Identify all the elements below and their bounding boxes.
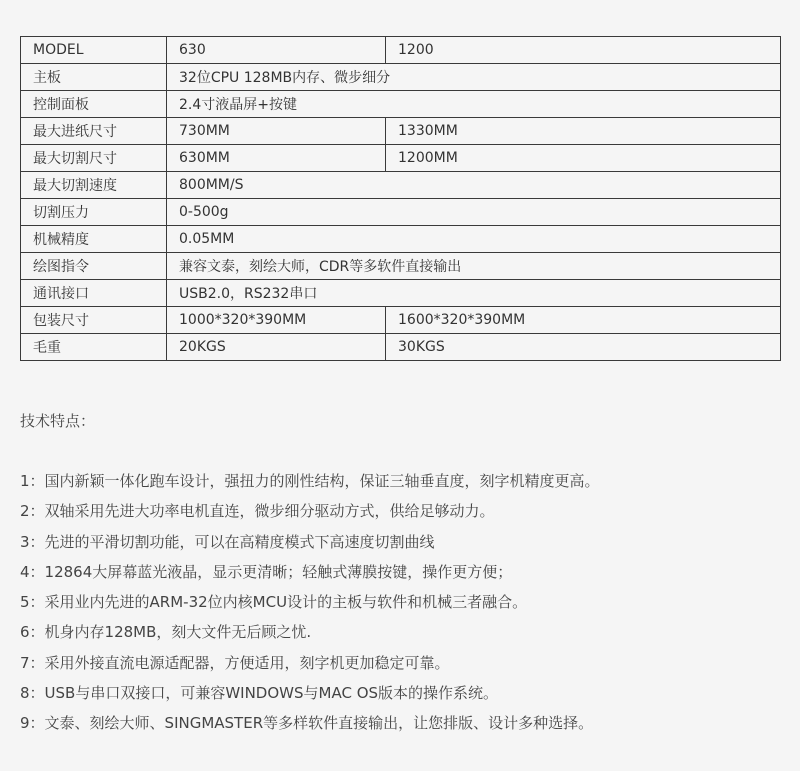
spec-value-cell: 兼容文泰，刻绘大师，CDR等多软件直接输出 <box>167 253 781 280</box>
table-row <box>21 172 781 199</box>
spec-value-630-cell: 20KGS <box>167 334 386 361</box>
spec-value-1200-cell: 1330MM <box>386 118 781 145</box>
spec-label-cell: 机械精度 <box>21 226 167 253</box>
spec-value-1200-cell: 30KGS <box>386 334 781 361</box>
table-row <box>21 91 781 118</box>
spec-value-1200-cell: 1200MM <box>386 145 781 172</box>
spec-value-630-cell: 630MM <box>167 145 386 172</box>
feature-item: 9：文泰、刻绘大师、SINGMASTER等多样软件直接输出，让您排版、设计多种选择。 <box>20 714 594 733</box>
table-row <box>21 253 781 280</box>
feature-item: 2：双轴采用先进大功率电机直连，微步细分驱动方式，供给足够动力。 <box>20 502 495 521</box>
spec-value-cell: 0.05MM <box>167 226 781 253</box>
table-row <box>21 145 781 172</box>
spec-value-cell: 32位CPU 128MB内存、微步细分 <box>167 64 781 91</box>
spec-value-cell: USB2.0，RS232串口 <box>167 280 781 307</box>
table-row <box>21 334 781 361</box>
spec-value-cell: 800MM/S <box>167 172 781 199</box>
table-row <box>21 280 781 307</box>
table-row <box>21 37 781 64</box>
spec-label-cell: MODEL <box>21 37 167 64</box>
spec-label-cell: 最大切割尺寸 <box>21 145 167 172</box>
features-list <box>20 466 600 739</box>
feature-item: 3：先进的平滑切割功能，可以在高精度模式下高速度切割曲线 <box>20 532 435 551</box>
table-row <box>21 307 781 334</box>
spec-table <box>20 36 781 361</box>
spec-label-cell: 通讯接口 <box>21 280 167 307</box>
spec-label-cell: 主板 <box>21 64 167 91</box>
spec-value-cell: 2.4寸液晶屏+按键 <box>167 91 781 118</box>
feature-item: 6：机身内存128MB，刻大文件无后顾之忧. <box>20 623 312 642</box>
table-row <box>21 64 781 91</box>
spec-value-630-cell: 1000*320*390MM <box>167 307 386 334</box>
spec-label-cell: 切割压力 <box>21 199 167 226</box>
spec-value-1200-cell: 1600*320*390MM <box>386 307 781 334</box>
spec-label-cell: 绘图指令 <box>21 253 167 280</box>
spec-label-cell: 最大进纸尺寸 <box>21 118 167 145</box>
feature-item: 7：采用外接直流电源适配器，方便适用，刻字机更加稳定可靠。 <box>20 653 450 672</box>
feature-item: 4：12864大屏幕蓝光液晶，显示更清晰；轻触式薄膜按键，操作更方便； <box>20 562 513 581</box>
feature-item: 5：采用业内先进的ARM-32位内核MCU设计的主板与软件和机械三者融合。 <box>20 593 528 612</box>
table-row <box>21 226 781 253</box>
feature-item: 1：国内新颖一体化跑车设计，强扭力的刚性结构，保证三轴垂直度，刻字机精度更高。 <box>20 472 600 490</box>
spec-value-630-cell: 630 <box>167 37 386 64</box>
spec-label-cell: 最大切割速度 <box>21 172 167 199</box>
features-title: 技术特点： <box>20 412 96 430</box>
spec-value-1200-cell: 1200 <box>386 37 781 64</box>
table-row <box>21 199 781 226</box>
spec-label-cell: 包装尺寸 <box>21 307 167 334</box>
spec-table-body <box>21 37 781 361</box>
table-row <box>21 118 781 145</box>
spec-label-cell: 毛重 <box>21 334 167 361</box>
spec-label-cell: 控制面板 <box>21 91 167 118</box>
feature-item: 8：USB与串口双接口，可兼容WINDOWS与MAC OS版本的操作系统。 <box>20 684 499 703</box>
spec-value-630-cell: 730MM <box>167 118 386 145</box>
spec-value-cell: 0-500g <box>167 199 781 226</box>
